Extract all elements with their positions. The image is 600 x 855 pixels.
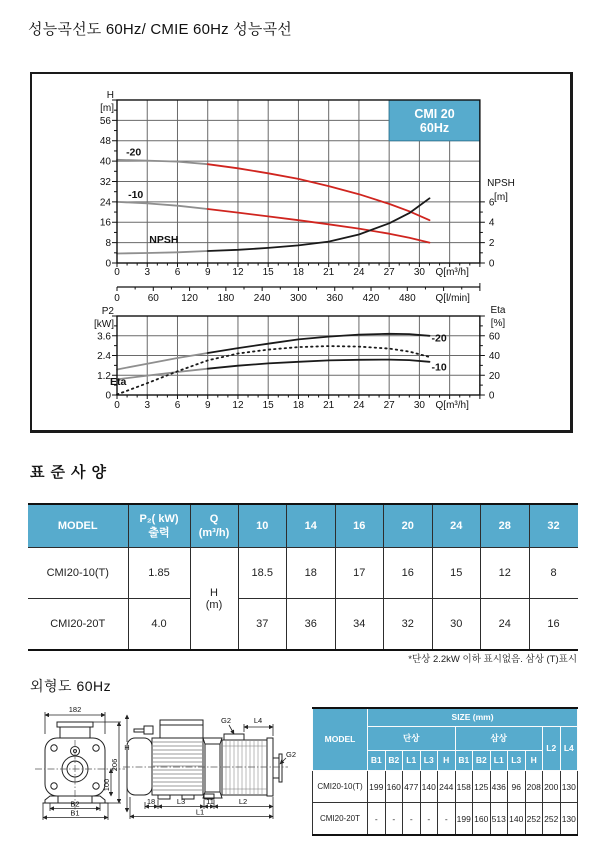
svg-text:-10: -10	[431, 361, 447, 374]
svg-text:360: 360	[326, 293, 344, 304]
dim-b2: B2	[70, 799, 80, 809]
dim-100: 100	[102, 778, 111, 792]
svg-text:Eta: Eta	[490, 305, 506, 316]
svg-text:Q[l/min]: Q[l/min]	[435, 293, 470, 304]
spec-col-p2: P₂( kW) 출력	[128, 504, 190, 548]
dim-h: H	[124, 743, 130, 752]
svg-text:40: 40	[99, 156, 111, 168]
size-value-cell: 199	[455, 803, 473, 836]
svg-text:9: 9	[204, 267, 211, 278]
svg-text:0: 0	[488, 390, 495, 402]
size-group-0: 단상	[368, 727, 456, 751]
spec-col-model: MODEL	[28, 504, 128, 548]
svg-text:[m]: [m]	[494, 192, 508, 203]
svg-text:40: 40	[488, 351, 501, 363]
svg-text:-20: -20	[431, 332, 447, 345]
svg-text:9: 9	[204, 400, 211, 411]
spec-model-cell: CMI20-10(T)	[28, 548, 128, 599]
spec-value-cell: 36	[287, 599, 336, 651]
svg-text:18: 18	[292, 267, 305, 278]
size-value-cell: 130	[560, 803, 578, 836]
spec-p2-cell: 1.85	[128, 548, 190, 599]
size-subcol-L3: L3	[420, 751, 438, 771]
size-value-cell: 200	[543, 771, 561, 803]
size-row	[313, 803, 578, 836]
spec-footnote: *단상 2.2kW 이하 표시없음. 삼상 (T)표시	[408, 654, 577, 665]
curve--10	[117, 360, 430, 380]
spec-h-unit-cell: H (m)	[190, 548, 238, 651]
spec-col-flow-14: 14	[287, 504, 336, 548]
size-value-cell: 140	[420, 771, 438, 803]
dim-g2-top: G2	[220, 716, 232, 725]
svg-text:24: 24	[99, 197, 111, 209]
dim-206: 206	[110, 758, 119, 772]
svg-text:12: 12	[232, 267, 244, 278]
size-value-cell: -	[438, 803, 456, 836]
svg-text:48: 48	[99, 136, 111, 148]
size-model-cell: CMI20-20T	[313, 803, 368, 836]
size-value-cell: 160	[473, 803, 491, 836]
size-subcol-L1: L1	[403, 751, 421, 771]
svg-text:Q[m³/h]: Q[m³/h]	[435, 400, 469, 411]
size-value-cell: -	[368, 803, 386, 836]
svg-text:0: 0	[114, 293, 120, 304]
curve-Eta	[117, 346, 430, 394]
svg-text:15: 15	[262, 400, 274, 411]
spec-col-flow-24: 24	[432, 504, 481, 548]
size-col-model: MODEL	[313, 708, 368, 771]
spec-p2-cell: 4.0	[128, 599, 190, 651]
size-value-cell: 436	[490, 771, 508, 803]
spec-value-cell: 18.5	[238, 548, 287, 599]
svg-text:60Hz: 60Hz	[419, 120, 450, 135]
spec-value-cell: 32	[384, 599, 433, 651]
svg-text:CMI 20: CMI 20	[414, 106, 455, 121]
svg-text:0: 0	[105, 390, 111, 402]
dim-l3: L3	[176, 797, 186, 806]
svg-text:180: 180	[217, 293, 235, 304]
svg-text:2.4: 2.4	[97, 351, 111, 363]
svg-text:NPSH: NPSH	[149, 234, 179, 247]
svg-text:1.2: 1.2	[97, 370, 111, 382]
svg-text:300: 300	[290, 293, 307, 304]
svg-text:Q[m³/h]: Q[m³/h]	[435, 267, 469, 278]
spec-value-cell: 16	[529, 599, 578, 651]
size-subcol-B1: B1	[455, 751, 473, 771]
svg-text:16: 16	[99, 217, 111, 229]
svg-text:[%]: [%]	[490, 318, 506, 329]
svg-text:-10: -10	[128, 188, 144, 201]
size-value-cell: 477	[403, 771, 421, 803]
size-col-L2: L2	[543, 727, 561, 771]
size-title: SIZE (mm)	[368, 708, 578, 727]
grid	[117, 316, 480, 395]
svg-text:56: 56	[99, 115, 111, 127]
size-value-cell: 252	[525, 803, 543, 836]
svg-text:24: 24	[353, 400, 365, 411]
dim-g2-right: G2	[286, 750, 297, 759]
svg-text:30: 30	[413, 400, 425, 411]
size-value-cell: 140	[508, 803, 526, 836]
curve--20	[117, 334, 430, 370]
dim-l2: L2	[238, 797, 248, 806]
svg-text:6: 6	[174, 400, 181, 411]
svg-text:15: 15	[262, 267, 274, 278]
svg-text:27: 27	[383, 400, 395, 411]
size-value-cell: 96	[508, 771, 526, 803]
svg-text:21: 21	[323, 400, 335, 411]
size-subcol-H: H	[525, 751, 543, 771]
performance-chart-box	[30, 72, 573, 433]
svg-text:480: 480	[398, 293, 416, 304]
spec-value-cell: 30	[432, 599, 481, 651]
size-subcol-H: H	[438, 751, 456, 771]
size-value-cell: 125	[473, 771, 491, 803]
dim-l4: L4	[253, 716, 263, 725]
svg-text:3.6: 3.6	[97, 331, 111, 343]
dim-18: 18	[146, 797, 156, 806]
size-subcol-B2: B2	[473, 751, 491, 771]
size-value-cell: 130	[560, 771, 578, 803]
spec-col-flow-28: 28	[481, 504, 530, 548]
svg-text:0: 0	[114, 400, 120, 411]
svg-text:0: 0	[114, 267, 120, 278]
svg-text:6: 6	[488, 197, 495, 209]
spec-value-cell: 34	[335, 599, 384, 651]
pump-stage-lines	[223, 741, 267, 794]
svg-text:[kW]: [kW]	[94, 319, 114, 330]
spec-col-flow-32: 32	[529, 504, 578, 548]
svg-text:240: 240	[253, 293, 271, 304]
svg-text:420: 420	[362, 293, 380, 304]
svg-text:12: 12	[232, 400, 244, 411]
size-value-cell: -	[420, 803, 438, 836]
svg-text:P2: P2	[101, 306, 114, 317]
spec-table	[28, 503, 578, 651]
size-model-cell: CMI20-10(T)	[313, 771, 368, 803]
size-value-cell: 158	[455, 771, 473, 803]
svg-text:-20: -20	[126, 146, 142, 159]
dim-b1: B1	[70, 808, 80, 818]
size-row	[313, 771, 578, 803]
svg-text:32: 32	[99, 176, 111, 188]
size-value-cell: 208	[525, 771, 543, 803]
dim-l1: L1	[195, 807, 205, 817]
svg-text:[m]: [m]	[100, 103, 114, 114]
spec-value-cell: 15	[432, 548, 481, 599]
svg-text:27: 27	[383, 267, 395, 278]
spec-value-cell: 24	[481, 599, 530, 651]
svg-text:21: 21	[323, 267, 335, 278]
svg-text:3: 3	[144, 400, 151, 411]
dim-182: 182	[68, 705, 82, 714]
outline-section-title: 외형도 60Hz	[30, 678, 112, 694]
motor-fins	[153, 742, 202, 790]
svg-text:60: 60	[488, 331, 501, 343]
svg-text:30: 30	[413, 267, 425, 278]
svg-text:20: 20	[488, 370, 501, 382]
spec-value-cell: 8	[529, 548, 578, 599]
svg-text:60: 60	[147, 293, 159, 304]
svg-text:H: H	[106, 90, 114, 101]
size-value-cell: 513	[490, 803, 508, 836]
size-subcol-B1: B1	[368, 751, 386, 771]
outline-drawing	[30, 690, 330, 855]
svg-text:0: 0	[488, 258, 495, 270]
svg-text:4: 4	[488, 217, 495, 229]
svg-text:2: 2	[488, 238, 495, 250]
size-value-cell: -	[385, 803, 403, 836]
svg-text:18: 18	[292, 400, 305, 411]
size-subcol-L1: L1	[490, 751, 508, 771]
size-table	[312, 707, 578, 836]
side-view	[127, 720, 282, 799]
svg-text:8: 8	[105, 238, 111, 250]
size-subcol-B2: B2	[385, 751, 403, 771]
svg-text:120: 120	[181, 293, 198, 304]
spec-section-title: 표준사양	[30, 464, 112, 481]
svg-text:NPSH: NPSH	[487, 178, 515, 189]
front-view	[43, 722, 108, 803]
dim-11: 11	[206, 797, 214, 806]
spec-col-q: Q (m³/h)	[190, 504, 238, 548]
spec-model-cell: CMI20-20T	[28, 599, 128, 651]
size-subcol-L3: L3	[508, 751, 526, 771]
spec-col-flow-16: 16	[335, 504, 384, 548]
spec-col-flow-10: 10	[238, 504, 287, 548]
size-value-cell: 199	[368, 771, 386, 803]
page-title: 성능곡선도 60Hz/ CMIE 60Hz 성능곡선	[28, 21, 292, 38]
curve--20	[117, 160, 430, 220]
lmin-axis	[117, 283, 480, 291]
spec-col-flow-20: 20	[384, 504, 433, 548]
svg-text:0: 0	[105, 258, 111, 270]
svg-text:3: 3	[144, 267, 151, 278]
spec-value-cell: 17	[335, 548, 384, 599]
spec-value-cell: 18	[287, 548, 336, 599]
size-col-L4: L4	[560, 727, 578, 771]
spec-row	[28, 548, 578, 599]
size-group-1: 삼상	[455, 727, 543, 751]
spec-row	[28, 599, 578, 651]
svg-text:Eta: Eta	[109, 375, 127, 388]
svg-text:24: 24	[353, 267, 365, 278]
size-value-cell: 160	[385, 771, 403, 803]
spec-value-cell: 37	[238, 599, 287, 651]
performance-chart	[32, 74, 570, 430]
spec-value-cell: 12	[481, 548, 530, 599]
spec-value-cell: 16	[384, 548, 433, 599]
size-value-cell: 244	[438, 771, 456, 803]
size-value-cell: -	[403, 803, 421, 836]
svg-text:6: 6	[174, 267, 181, 278]
size-value-cell: 252	[543, 803, 561, 836]
